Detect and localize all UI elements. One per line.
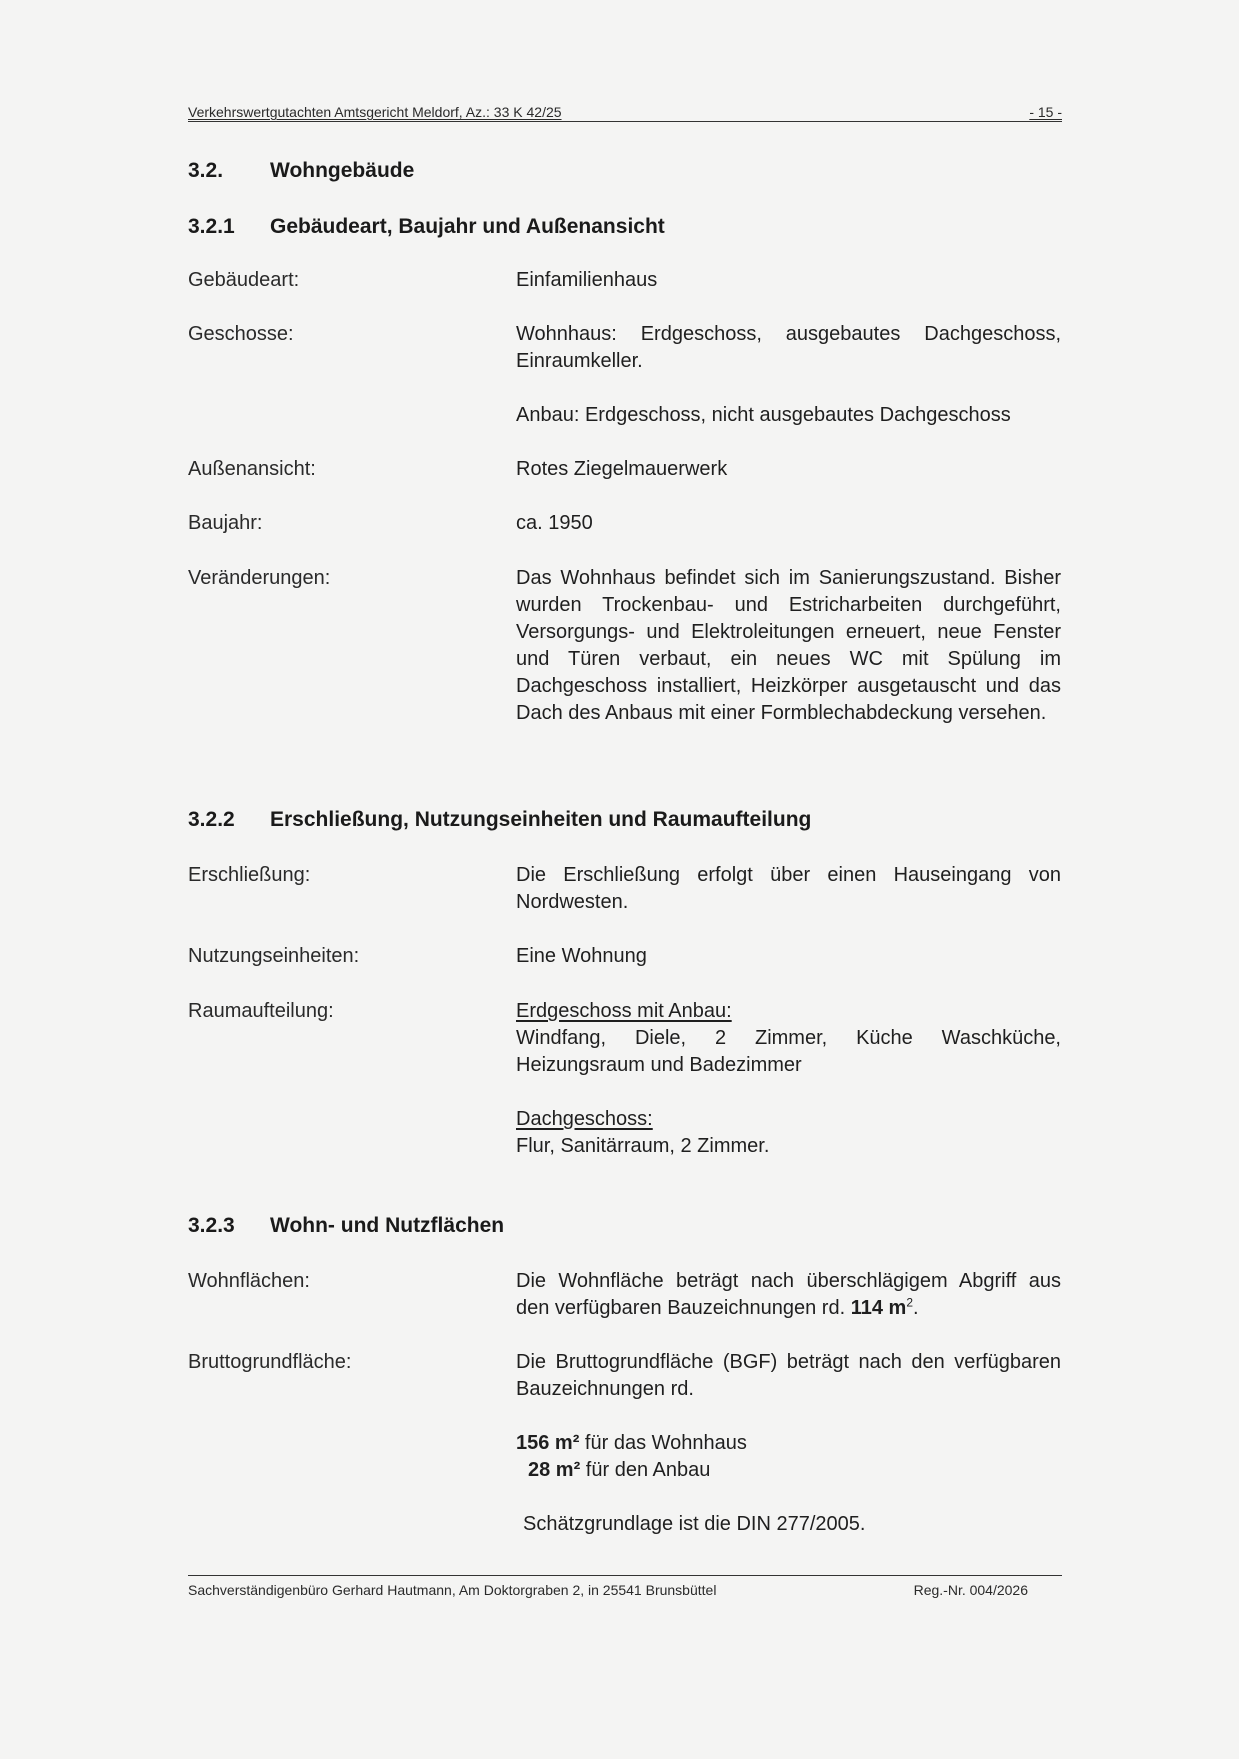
erschliessung-value: Die Erschließung erfolgt über einen Hauseingang von Nordwesten. (516, 864, 1061, 913)
bruttogrundflaeche-value (516, 1349, 1061, 1403)
wohnflaeche-unit-exponent: 2 (906, 1295, 913, 1310)
section-heading: Erschließung, Nutzungseinheiten und Raumaufteilung (270, 808, 812, 831)
header-case-reference: Verkehrswertgutachten Amtsgericht Meldorf, Az.: 33 K 42/25 (188, 104, 562, 120)
aussenansicht-value: Rotes Ziegelmauerwerk (516, 458, 728, 480)
dachgeschoss-rooms: Flur, Sanitärraum, 2 Zimmer. (516, 1135, 770, 1157)
footer-office-address: Sachverständigenbüro Gerhard Hautmann, Am Doktorgraben 2, in 25541 Brunsbüttel (188, 1582, 717, 1598)
section-number: 3.2. (188, 159, 224, 182)
bgf-wohnhaus-amount: 156 m² (516, 1432, 580, 1454)
geschosse-label: Geschosse: (188, 323, 294, 345)
wohnflaechen-label: Wohnflächen: (188, 1270, 310, 1292)
section-3-2-3-title (188, 1214, 504, 1238)
page-header (188, 104, 1062, 122)
section-heading: Gebäudeart, Baujahr und Außenansicht (270, 215, 665, 238)
raumaufteilung-dachgeschoss (516, 1106, 1061, 1160)
section-3-2-2-title (188, 808, 811, 832)
wohnflaeche-text: den verfügbaren Bauzeichnungen rd. (516, 1297, 846, 1319)
dachgeschoss-heading: Dachgeschoss: (516, 1108, 653, 1130)
baujahr-value: ca. 1950 (516, 512, 593, 534)
bgf-anbau-row (516, 1457, 1061, 1484)
aussenansicht-label: Außenansicht: (188, 458, 316, 480)
schaetzgrundlage: Schätzgrundlage ist die DIN 277/2005. (523, 1513, 866, 1535)
geschosse-wohnhaus-line: Wohnhaus: Erdgeschoss, ausgebautes Dachgeschoss, (516, 323, 1061, 345)
section-number: 3.2.3 (188, 1214, 235, 1237)
header-page-number: - 15 - (1029, 104, 1062, 120)
erschliessung-label: Erschließung: (188, 864, 311, 886)
raumaufteilung-erdgeschoss (516, 998, 1061, 1079)
wohnflaeche-line: Die Wohnfläche beträgt nach überschlägigem Abgriff aus (516, 1270, 1061, 1292)
veraenderungen-label: Veränderungen: (188, 567, 331, 589)
bgf-anbau-text: für den Anbau (580, 1459, 711, 1481)
section-3-2-title (188, 159, 414, 183)
geschosse-value (516, 321, 1061, 375)
bgf-wohnhaus-row (516, 1430, 1061, 1457)
wohnflaeche-amount: 114 m (850, 1297, 907, 1319)
erdgeschoss-rooms-line: Heizungsraum und Badezimmer (516, 1054, 802, 1076)
bgf-breakdown (516, 1430, 1061, 1484)
veraenderungen-value: Das Wohnhaus befindet sich im Sanierungszustand. Bisher wurden Trockenbau- und Estricharbeiten durchgeführt, Versorgungs- und Elektroleitungen erneuert, neue Fenster und Türen verbaut, ein neues WC mit Spülung im Dachgeschoss installiert, Heizkörper ausgetauscht und das Dach des Anbaus mit einer Formblechabdeckung versehen. (516, 567, 1061, 724)
bgf-wohnhaus-text: für das Wohnhaus (579, 1432, 747, 1454)
page-footer (188, 1575, 1062, 1598)
bruttogrundflaeche-label: Bruttogrundfläche: (188, 1351, 352, 1373)
bgf-line: Die Bruttogrundfläche (BGF) beträgt nach den verfügbaren (516, 1351, 1061, 1373)
geschosse-keller-line: Einraumkeller. (516, 350, 643, 372)
baujahr-label: Baujahr: (188, 512, 263, 534)
wohnflaechen-value (516, 1268, 1061, 1322)
bgf-anbau-amount: 28 m² (528, 1459, 581, 1481)
gebaeudeart-value: Einfamilienhaus (516, 269, 658, 291)
nutzungseinheiten-value: Eine Wohnung (516, 945, 647, 967)
geschosse-anbau: Anbau: Erdgeschoss, nicht ausgebautes Dachgeschoss (516, 404, 1011, 426)
erdgeschoss-heading: Erdgeschoss mit Anbau: (516, 1000, 732, 1022)
wohnflaeche-line (516, 1295, 1061, 1322)
section-number: 3.2.1 (188, 215, 235, 238)
nutzungseinheiten-label: Nutzungseinheiten: (188, 945, 360, 967)
section-number: 3.2.2 (188, 808, 235, 831)
raumaufteilung-label: Raumaufteilung: (188, 1000, 334, 1022)
section-heading: Wohn- und Nutzflächen (270, 1214, 505, 1237)
bgf-line: Bauzeichnungen rd. (516, 1378, 694, 1400)
gebaeudeart-label: Gebäudeart: (188, 269, 300, 291)
section-heading: Wohngebäude (270, 159, 415, 182)
erdgeschoss-rooms-line: Windfang, Diele, 2 Zimmer, Küche Waschküche, (516, 1027, 1061, 1049)
wohnflaeche-period: . (913, 1297, 919, 1319)
footer-registration-number: Reg.-Nr. 004/2026 (913, 1582, 1028, 1598)
section-3-2-1-title (188, 215, 665, 239)
